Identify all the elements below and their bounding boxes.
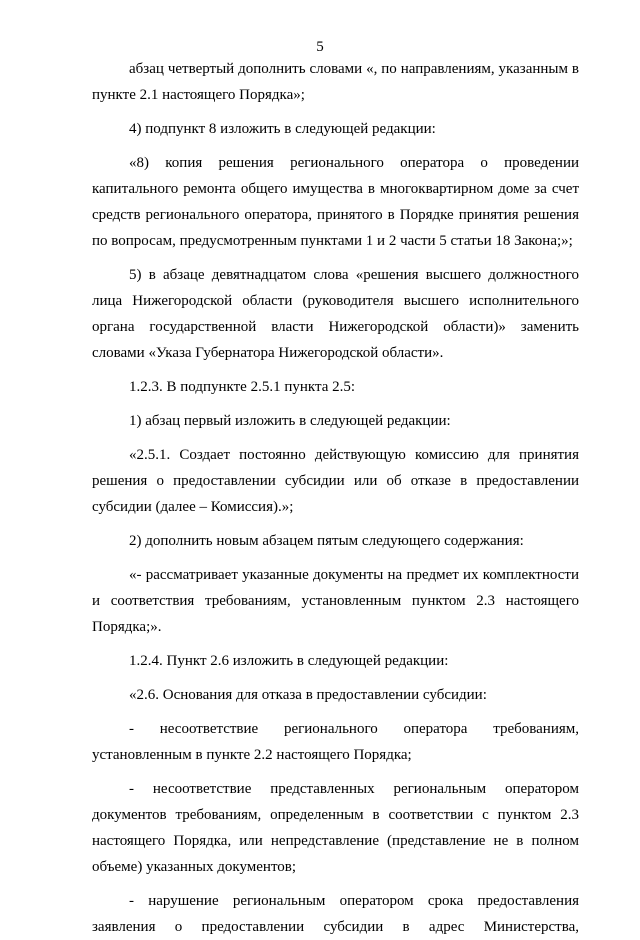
paragraph-13: - несоответствие представленных региональным оператором документов требованиям, определенным в соответствии с пунктом 2.3 настоящего Порядка, или непредставление (представление не в полном объеме) указанных документов; (92, 781, 579, 875)
paragraph-12: - несоответствие регионального оператора требованиям, установленным в пункте 2.2 настоящего Порядка; (92, 721, 579, 763)
paragraph-7: «2.5.1. Создает постоянно действующую комиссию для принятия решения о предоставлении субсидии или об отказе в предоставлении субсидии (далее – Комиссия).»; (92, 447, 579, 515)
page-number: 5 (316, 39, 324, 55)
paragraph-4: 5) в абзаце девятнадцатом слова «решения высшего должностного лица Нижегородской области (руководителя высшего исполнительного органа государственной власти Нижегородской области)» заменить словами «Указа Губернатора Нижегородской области». (92, 267, 579, 361)
paragraph-8: 2) дополнить новым абзацем пятым следующего содержания: (129, 533, 524, 549)
paragraph-9: «- рассматривает указанные документы на предмет их комплектности и соответствия требованиям, установленным пунктом 2.3 настоящего Порядка;». (92, 567, 579, 635)
paragraph-2: 4) подпункт 8 изложить в следующей редакции: (129, 121, 436, 137)
paragraph-5: 1.2.3. В подпункте 2.5.1 пункта 2.5: (129, 379, 356, 395)
paragraph-3: «8) копия решения регионального оператора о проведении капитального ремонта общего имущества в многоквартирном доме за счет средств регионального оператора, принятого в Порядке принятия решения по вопросам, предусмотренным пунктами 1 и 2 части 5 статьи 18 Закона;»; (92, 155, 579, 249)
paragraph-10: 1.2.4. Пункт 2.6 изложить в следующей редакции: (129, 653, 449, 669)
document-body (92, 56, 579, 940)
paragraph-6: 1) абзац первый изложить в следующей редакции: (129, 413, 451, 429)
paragraph-14: - нарушение региональным оператором срока предоставления заявления о предоставлении субсидии в адрес Министерства, (92, 893, 579, 935)
paragraph-11: «2.6. Основания для отказа в предоставлении субсидии: (129, 687, 487, 703)
paragraph-1: абзац четвертый дополнить словами «, по направлениям, указанным в пункте 2.1 настоящего Порядка»; (92, 61, 579, 103)
